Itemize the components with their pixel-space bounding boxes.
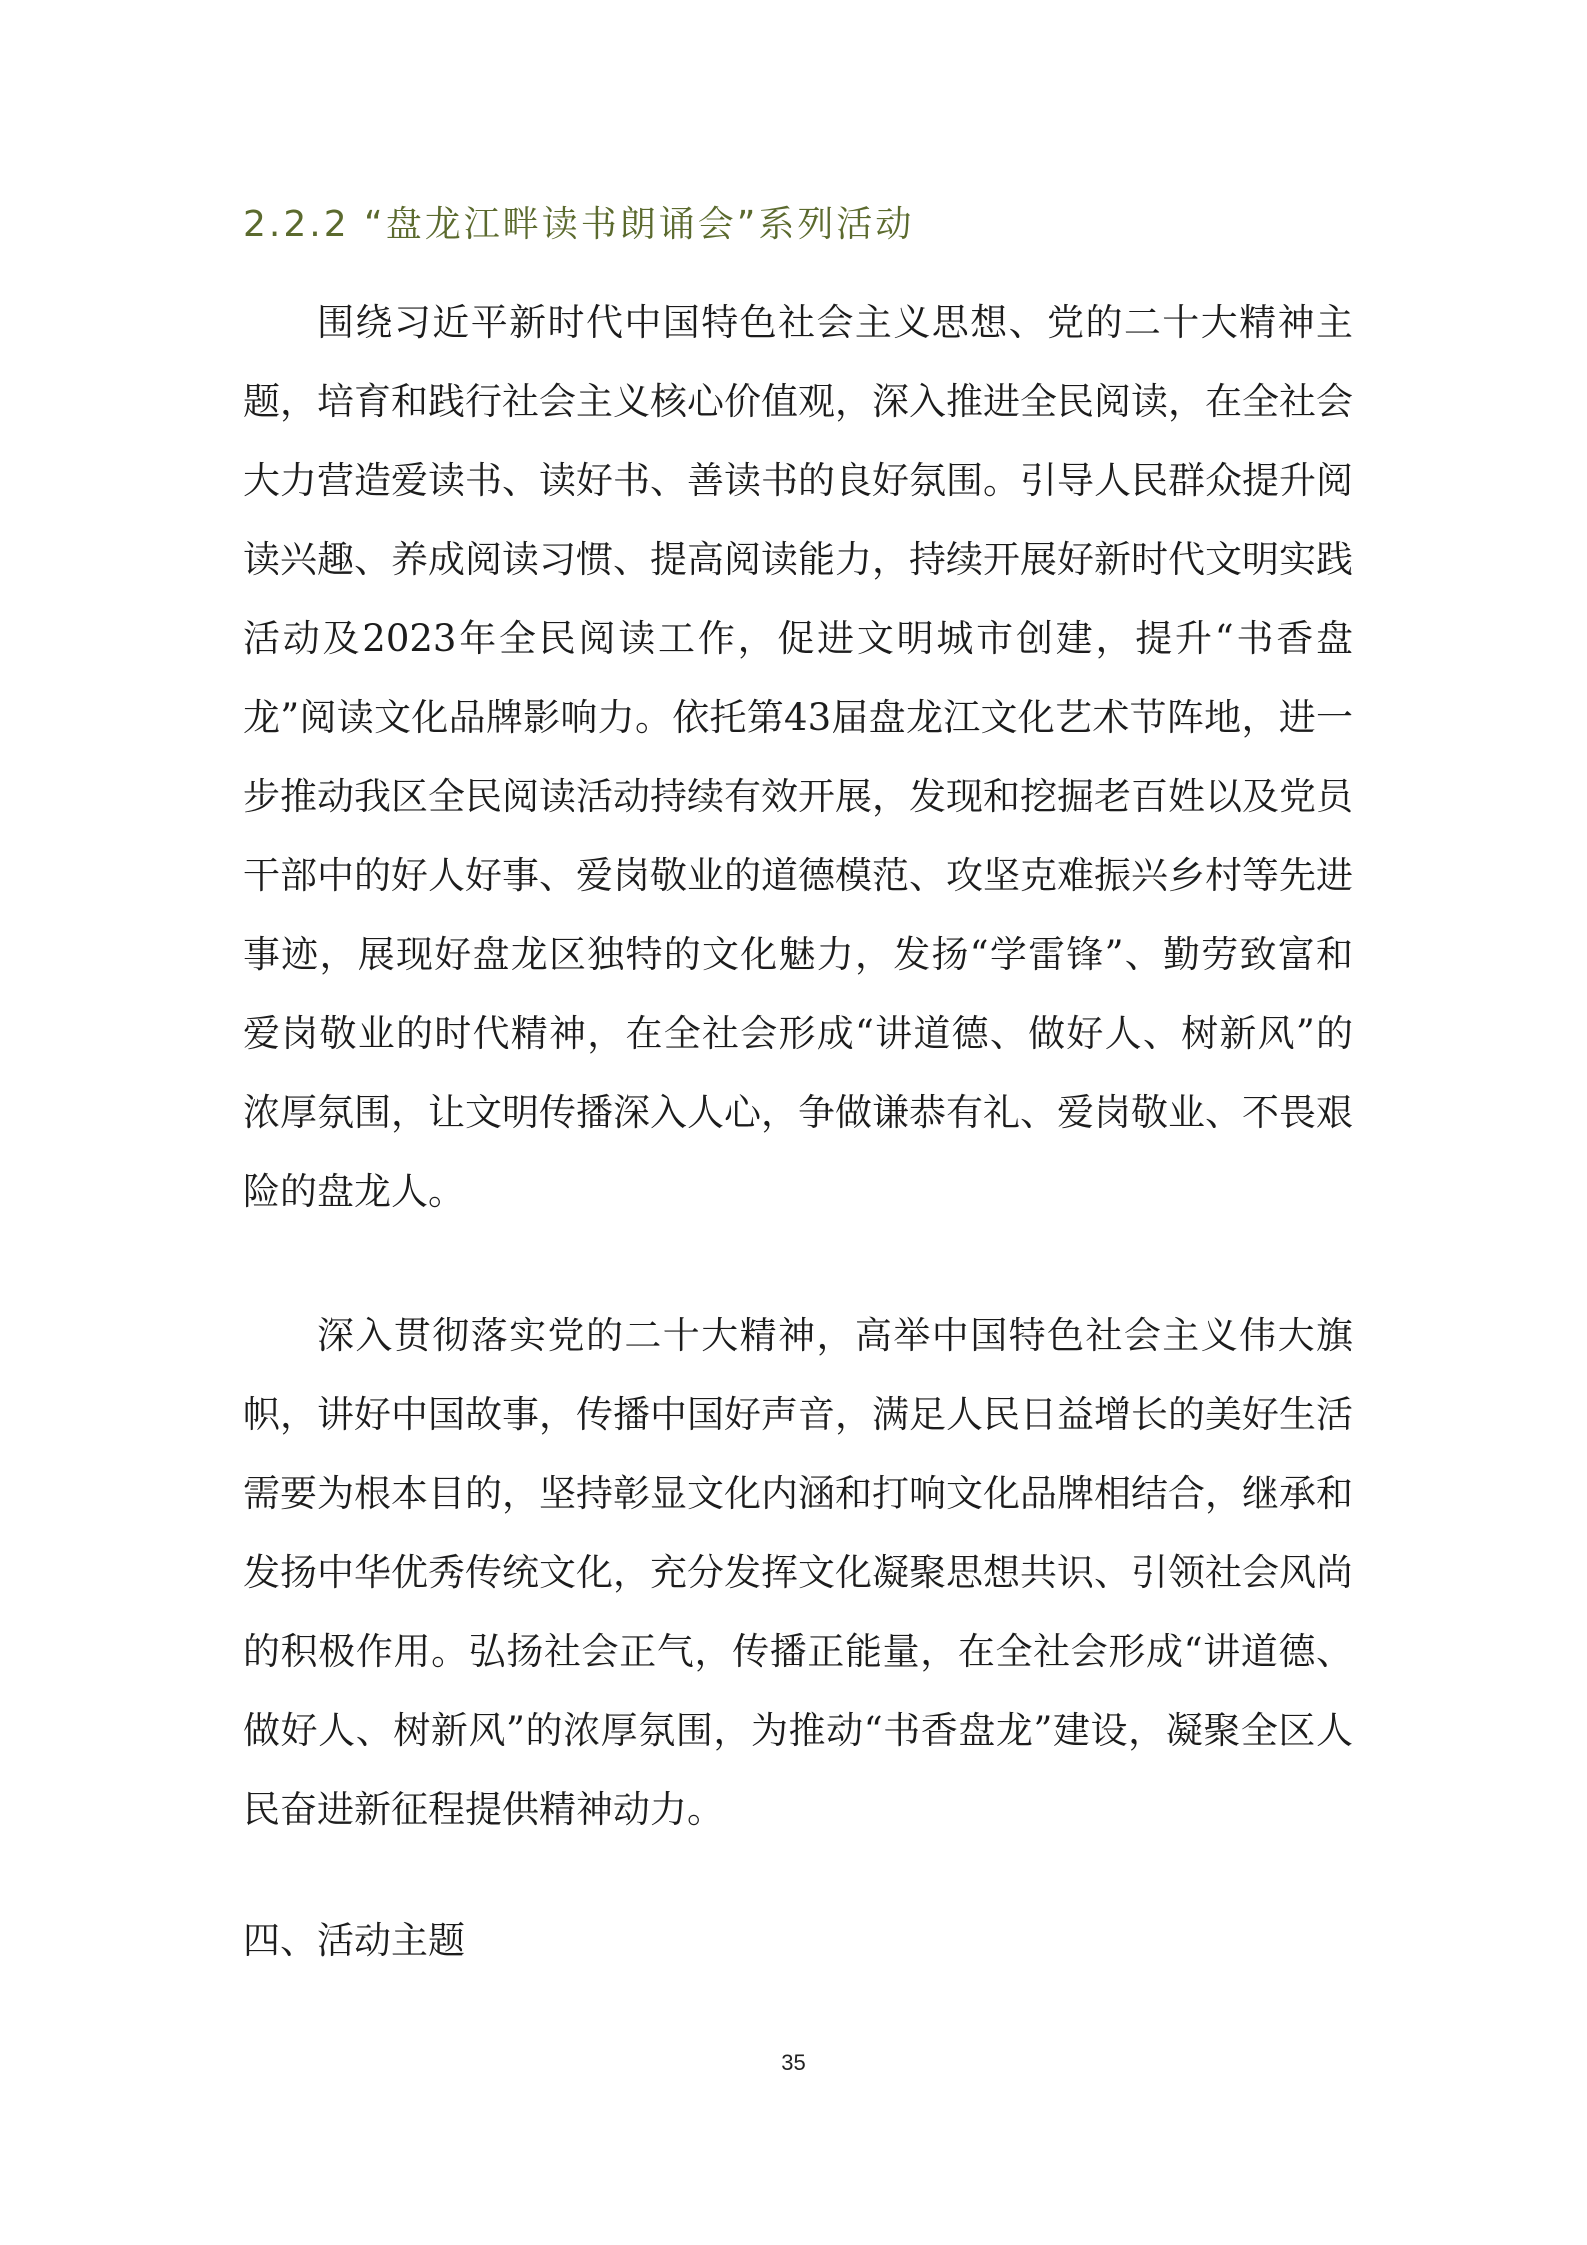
body-paragraph: 深入贯彻落实党的二十大精神，高举中国特色社会主义伟大旗帜，讲好中国故事，传播中国好声音，满足人民日益增长的美好生活需要为根本目的，坚持彰显文化内涵和打响文化品牌相结合，继承和发扬中华优秀传统文化，充分发挥文化凝聚思想共识、引领社会风尚的积极作用。弘扬社会正气，传播正能量，在全社会形成“讲道德、做好人、树新风”的浓厚氛围，为推动“书香盘龙”建设，凝聚全区人民奋进新征程提供精神动力。 [243,1314,1353,1831]
section-heading: 2.2.2 “盘龙江畔读书朗诵会”系列活动 [243,204,915,245]
body-paragraph: 围绕习近平新时代中国特色社会主义思想、党的二十大精神主题，培育和践行社会主义核心价值观，深入推进全民阅读，在全社会大力营造爱读书、读好书、善读书的良好氛围。引导人民群众提升阅读兴趣、养成阅读习惯、提高阅读能力，持续开展好新时代文明实践活动及2023年全民阅读工作，促进文明城市创建，提升“书香盘龙”阅读文化品牌影响力。依托第43届盘龙江文化艺术节阵地，进一步推动我区全民阅读活动持续有效开展，发现和挖掘老百姓以及党员干部中的好人好事、爱岗敬业的道德模范、攻坚克难振兴乡村等先进事迹，展现好盘龙区独特的文化魅力，发扬“学雷锋”、勤劳致富和爱岗敬业的时代精神，在全社会形成“讲道德、做好人、树新风”的浓厚氛围，让文明传播深入人心，争做谦恭有礼、爱岗敬业、不畏艰险的盘龙人。 [243,301,1353,1213]
page-number: 35 [781,2050,806,2075]
section-subheading: 四、活动主题 [243,1919,465,1962]
